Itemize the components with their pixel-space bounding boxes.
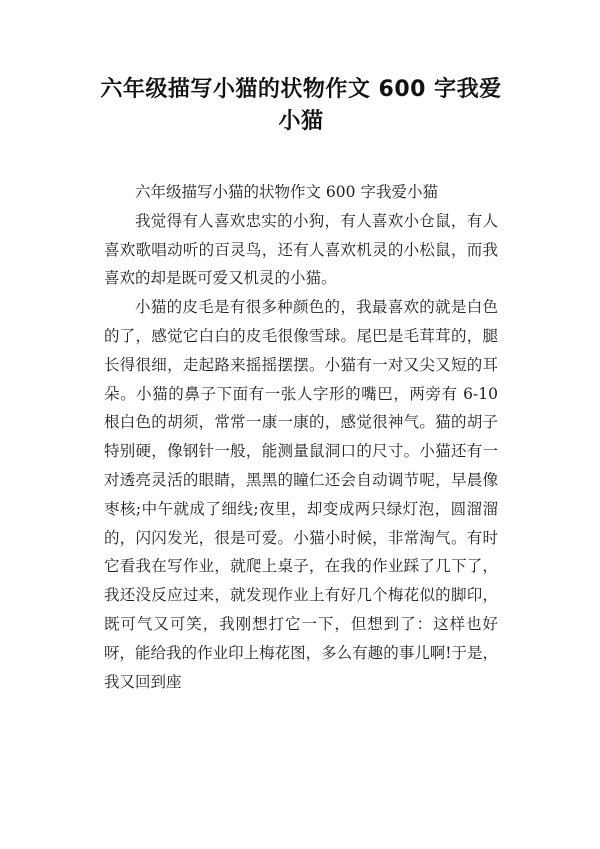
document-body [104, 178, 498, 696]
document-title: 六年级描写小猫的状物作文 600 字我爱小猫 [100, 77, 502, 134]
subtitle-line: 六年级描写小猫的状物作文 600 字我爱小猫 [135, 183, 438, 201]
paragraph-2: 小猫的皮毛是有很多种颜色的，我最喜欢的就是白色的了，感觉它白白的皮毛很像雪球。尾巴是毛茸茸的，腿长得很细，走起路来摇摇摆摆。小猫有一对又尖又短的耳朵。小猫的鼻子下面有一张人字形的嘴巴，两旁有 6-10 根白色的胡须，常常一康一康的，感觉很神气。猫的胡子特别硬，像钢针一般，能测量鼠洞口的尺寸。小猫还有一对透亮灵活的眼睛，黑黑的瞳仁还会自动调节呢，早晨像枣核;中午就成了细线;夜里，却变成两只绿灯泡，圆溜溜的，闪闪发光，很是可爱。小猫小时候，非常淘气。有时它看我在写作业，就爬上桌子，在我的作业踩了几下了，我还没反应过来，就发现作业上有好几个梅花似的脚印，既可气又可笑，我刚想打它一下，但想到了：这样也好呀，能给我的作业印上梅花图，多么有趣的事儿啊!于是，我又回到座 [104, 298, 498, 691]
paragraph-1: 我觉得有人喜欢忠实的小狗，有人喜欢小仓鼠，有人喜欢歌唱动听的百灵鸟，还有人喜欢机灵的小松鼠，而我喜欢的却是既可爱又机灵的小猫。 [104, 211, 498, 288]
